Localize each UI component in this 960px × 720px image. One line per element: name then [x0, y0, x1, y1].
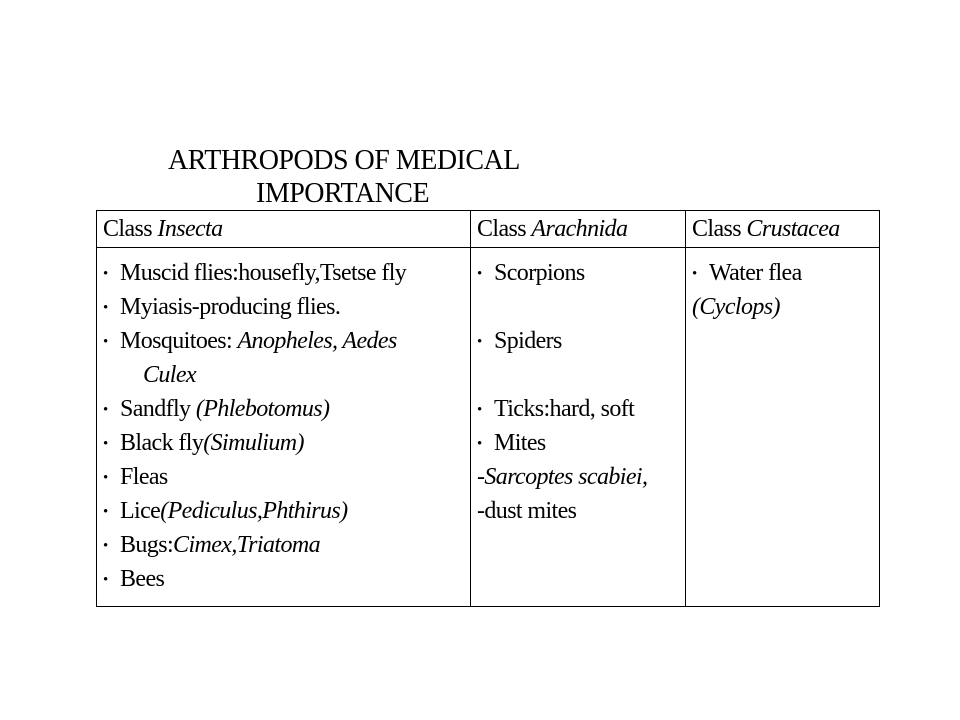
crustacea-cell: [686, 248, 880, 607]
bullet-icon: •: [103, 470, 108, 486]
bullet-icon: •: [477, 436, 482, 452]
header-prefix: Class: [692, 216, 747, 242]
item-italic-text: Anopheles, Aedes: [237, 328, 397, 354]
dash-text: -: [477, 464, 485, 490]
mites-subitem: -dust mites: [477, 498, 577, 524]
list-item: [103, 460, 470, 494]
water-flea-subitem: [692, 290, 879, 324]
list-item-water-flea: [692, 256, 879, 290]
bullet-icon: •: [692, 266, 697, 282]
bullet-icon: •: [103, 436, 108, 452]
item-text: Lice: [120, 498, 161, 524]
item-text: Black fly: [120, 430, 204, 456]
item-text: Spiders: [494, 328, 562, 354]
header-arachnida: [471, 211, 686, 248]
item-text: Ticks:hard, soft: [494, 396, 635, 422]
list-item-mites: [477, 426, 685, 460]
bullet-icon: •: [103, 572, 108, 588]
item-text: Sandfly: [120, 396, 196, 422]
list-item: [103, 562, 470, 596]
spacer: [477, 290, 685, 324]
item-text: Mosquitoes:: [120, 328, 238, 354]
item-text: Muscid flies:housefly,Tsetse fly: [120, 260, 407, 286]
list-item-continuation: [103, 358, 470, 392]
title-line-2: IMPORTANCE: [256, 178, 430, 209]
item-text: Mites: [494, 430, 546, 456]
list-item: [103, 392, 470, 426]
spacer: [477, 358, 685, 392]
header-class-name: Insecta: [157, 216, 223, 242]
header-crustacea: [686, 211, 880, 248]
item-text: Water flea: [709, 260, 802, 286]
item-italic-text: Sarcoptes scabiei,: [484, 464, 648, 490]
bullet-icon: •: [103, 266, 108, 282]
item-text: Fleas: [120, 464, 168, 490]
title-line-1: ARTHROPODS OF MEDICAL: [168, 145, 520, 176]
header-prefix: Class: [477, 216, 532, 242]
list-item-ticks: [477, 392, 685, 426]
bullet-icon: •: [477, 334, 482, 350]
bullet-icon: •: [103, 300, 108, 316]
list-item: [103, 290, 470, 324]
bullet-icon: •: [477, 402, 482, 418]
header-insecta: [97, 211, 471, 248]
arachnida-cell: [471, 248, 686, 607]
header-row: [97, 211, 880, 248]
item-italic-text: (Simulium): [203, 430, 304, 456]
page-title: [168, 144, 528, 210]
arthropods-table: [96, 210, 880, 607]
bullet-icon: •: [103, 504, 108, 520]
item-text: Bees: [120, 566, 165, 592]
bullet-icon: •: [477, 266, 482, 282]
list-item: [103, 494, 470, 528]
item-italic-text: (Cyclops): [692, 294, 780, 320]
header-class-name: Arachnida: [531, 216, 628, 242]
list-item-spiders: [477, 324, 685, 358]
item-italic-text: Cimex,Triatoma: [173, 532, 320, 558]
item-text: Bugs:: [120, 532, 174, 558]
item-text: Myiasis-producing flies.: [120, 294, 341, 320]
list-item: [103, 426, 470, 460]
item-italic-text: (Phlebotomus): [195, 396, 330, 422]
item-italic-text: Culex: [143, 362, 196, 388]
list-item: [103, 256, 470, 290]
mites-subitem: [477, 460, 685, 494]
item-italic-text: (Pediculus,Phthirus): [160, 498, 348, 524]
bullet-icon: •: [103, 402, 108, 418]
list-item: [103, 324, 470, 358]
header-class-name: Crustacea: [746, 216, 840, 242]
item-text: Scorpions: [494, 260, 585, 286]
bullet-icon: •: [103, 538, 108, 554]
bullet-icon: •: [103, 334, 108, 350]
insecta-cell: [97, 248, 471, 607]
list-item: [103, 528, 470, 562]
header-prefix: Class: [103, 216, 158, 242]
list-item-scorpions: [477, 256, 685, 290]
body-row: [97, 248, 880, 607]
